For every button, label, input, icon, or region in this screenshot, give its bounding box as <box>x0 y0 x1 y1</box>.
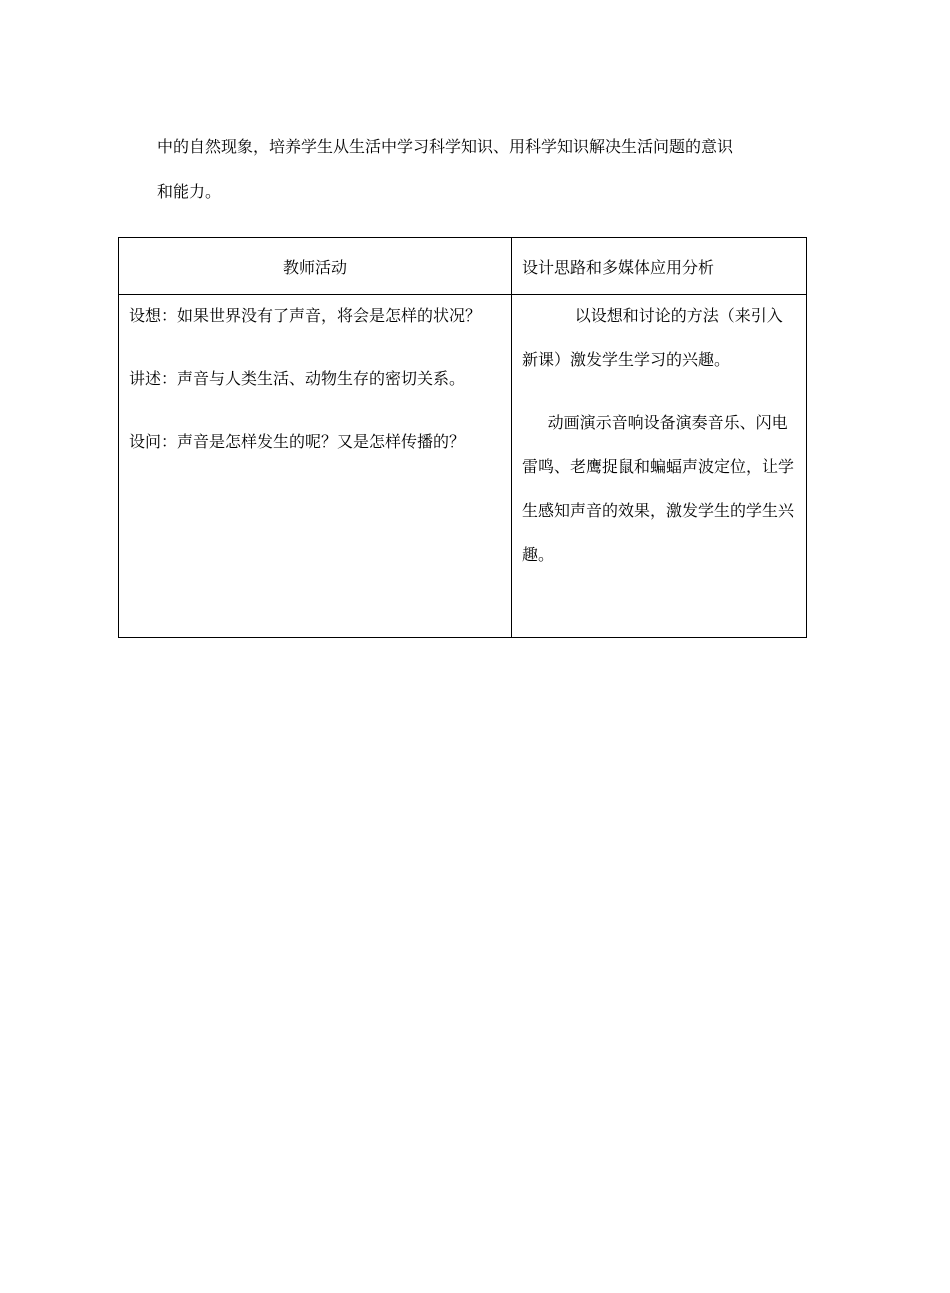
teacher-paragraph-3: 设问：声音是怎样发生的呢？又是怎样传播的？ <box>129 432 466 451</box>
header-design-analysis: 设计思路和多媒体应用分析 <box>512 238 807 295</box>
intro-line-1: 中的自然现象，培养学生从生活中学习科学知识、用科学知识解决生活问题的意识 <box>157 137 734 156</box>
design-paragraph-2: 动画演示音响设备演奏音乐、闪电雷鸣、老鹰捉鼠和蝙蝠声波定位，让学生感知声音的效果，激发学生的学生兴趣。 <box>522 413 795 564</box>
table-header-row <box>119 238 807 295</box>
table-row <box>119 295 807 638</box>
teacher-paragraph-1: 设想：如果世界没有了声音，将会是怎样的状况？ <box>129 306 482 325</box>
design-analysis-cell <box>512 295 807 638</box>
intro-line-2: 和能力。 <box>157 182 222 201</box>
intro-paragraph <box>157 124 817 214</box>
header-teacher-activity: 教师活动 <box>119 238 512 295</box>
lesson-table <box>118 237 807 638</box>
design-paragraph-1: 以设想和讨论的方法（来引入新课）激发学生学习的兴趣。 <box>522 306 783 369</box>
teacher-activity-cell <box>119 295 512 638</box>
teacher-paragraph-2: 讲述：声音与人类生活、动物生存的密切关系。 <box>129 369 466 388</box>
